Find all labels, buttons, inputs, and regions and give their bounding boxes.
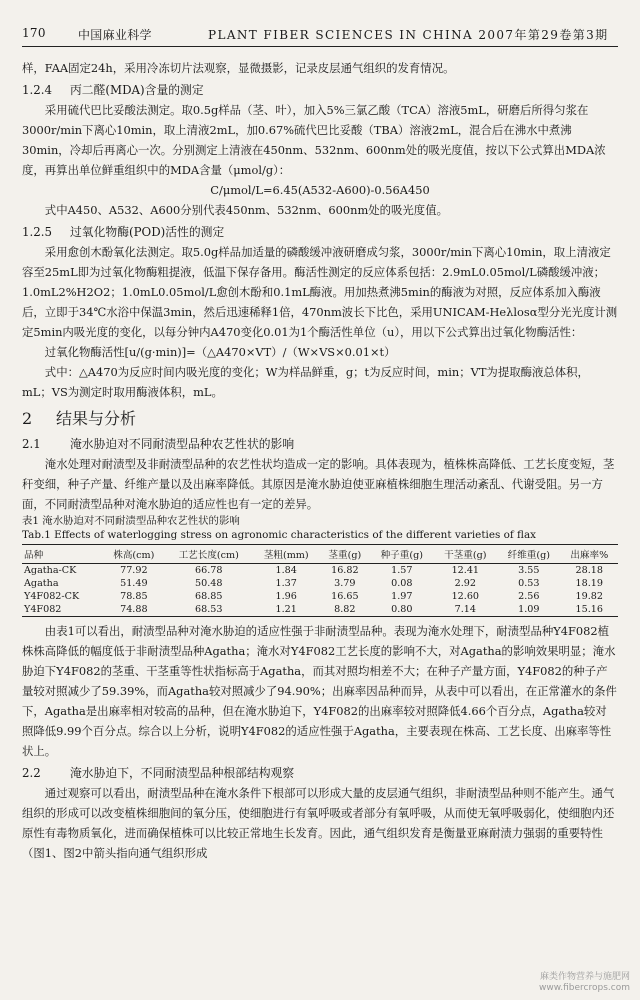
table-row (22, 577, 618, 590)
table-caption-cn: 表1 淹水胁迫对不同耐渍型品种农艺性状的影响 (22, 515, 240, 527)
table-row (22, 590, 618, 603)
table-cell: 16.65 (331, 591, 359, 602)
table-cell: 2.92 (454, 578, 476, 589)
table-cell: 68.85 (195, 591, 223, 602)
table-cell: 0.53 (518, 578, 540, 589)
table-cell: 78.85 (120, 591, 148, 602)
article-body (22, 58, 618, 863)
table-cell: 1.57 (391, 565, 413, 576)
section-1-2-5-paragraph: 采用愈创木酚氧化法测定。取5.0g样品加适量的磷酸缓冲液研磨成匀浆，3000r/min下离心10min，取上清液定容至25mL即为过氧化物酶粗提液，低温下保存备用。酶活性测定的反应体系包括：2.9mL0.05mol/L磷酸缓冲液；1.0mL2%H2O2；1.0mL0.05mol/L愈创木酚和0.1mL酶液。用加热煮沸5min的酶液为对照，反应体系加入酶液后，立即于34℃水浴中保温3min，然后迅速稀释1倍，470nm波长下比色，采用UNICAM-Heλlosα型分光光度计测定5min内吸光度的变化，以每分钟内A470变化0.01为1个酶活性单位（u），用以下公式算出过氧化物酶活性： (22, 245, 618, 339)
table-header-cell: 种子重(g) (370, 545, 434, 564)
table-cell: 74.88 (103, 603, 165, 617)
pod-formula: 过氧化物酶活性[u/(g·min)]=（△A470×VT）/（W×VS×0.01×t） (44, 345, 396, 359)
intro-line: 样，FAA固定24h，采用冷冻切片法观察，显微摄影，记录皮层通气组织的发育情况。 (22, 61, 455, 75)
table-caption-en: Tab.1 Effects of waterlogging stress on agronomic characteristics of the different varieties of flax (22, 529, 537, 541)
site-watermark: 麻类作物营养与施肥网 www.fibercrops.com (539, 972, 630, 993)
table-cell: 66.78 (195, 565, 223, 576)
section-2-2-heading: 2.2 淹水胁迫下，不同耐渍型品种根部结构观察 (22, 766, 295, 780)
table-cell: 16.82 (331, 565, 359, 576)
table-header-row (22, 545, 618, 564)
mda-formula: C/μmol/L=6.45(A532-A600)-0.56A450 (210, 183, 430, 197)
section-2-2-paragraph: 通过观察可以看出，耐渍型品种在淹水条件下根部可以形成大量的皮层通气组织，非耐渍型品种则不能产生。通气组织的形成可以改变植株细胞间的氧分压，使细胞进行有氧呼吸或者部分有氧呼吸，从而使无氧呼吸弱化，使细胞内还原性有毒物质氧化，进而确保植株可以比较正常地生长发育。因此，通气组织发育是衡量亚麻耐渍力强弱的重要特性（图1、图2中箭头指向通气组织形成 (22, 786, 615, 860)
table-cell: 12.41 (451, 565, 480, 576)
table-header-cell: 株高(cm) (103, 545, 165, 564)
table-cell: 50.48 (195, 578, 223, 589)
table-cell: Y4F082 (22, 603, 103, 617)
section-2-1-heading: 2.1 淹水胁迫对不同耐渍型品种农艺性状的影响 (22, 437, 295, 451)
section-1-2-4-heading: 1.2.4 丙二醛(MDA)含量的测定 (22, 83, 204, 97)
table-cell: Agatha-CK (24, 565, 77, 576)
table-header-cell: 纤维重(g) (497, 545, 561, 564)
table-row (22, 603, 618, 617)
journal-name-cn: 中国麻业科学 (78, 28, 152, 42)
section-2-1-paragraph: 淹水处理对耐渍型及非耐渍型品种的农艺性状均造成一定的影响。具体表现为，植株株高降低、工艺长度变短，茎秆变细，种子产量、纤维产量以及出麻率降低。其原因是淹水胁迫使亚麻植株细胞生理活动紊乱、代谢受阻。另一方面，不同耐渍型品种对淹水胁迫的适应性也有一定的差异。 (22, 457, 615, 511)
table-cell: 12.60 (451, 591, 480, 602)
table-cell: 3.79 (334, 578, 356, 589)
table-header-cell: 出麻率% (561, 545, 618, 564)
section-1-2-5-heading: 1.2.5 过氧化物酶(POD)活性的测定 (22, 225, 225, 239)
page-number: 170 (22, 26, 46, 40)
table-cell: 18.19 (575, 578, 604, 589)
section-1-2-4-paragraph: 采用硫代巴比妥酸法测定。取0.5g样品（茎、叶），加入5%三氯乙酸（TCA）溶液5mL，研磨后所得匀浆在3000r/min下离心10min，取上清液2mL，加0.67%硫代巴比妥酸（TBA）溶液2mL，混合后在沸水中煮沸30min，冷却后再离心一次。分别测定上清液在450nm、532nm、600nm处的吸光度值，按以下公式算出MDA浓度，再算出单位鲜重组织中的MDA含量（μmol/g）： (22, 103, 606, 177)
table-cell: 1.21 (253, 603, 320, 617)
table-cell: 1.37 (275, 578, 297, 589)
running-header (22, 20, 618, 47)
pod-formula-explanation: 式中：△A470为反应时间内吸光度的变化；W为样品鲜重，g；t为反应时间，min；VT为提取酶液总体积，mL；VS为测定时取用酶液体积，mL。 (22, 365, 589, 399)
table-cell: 3.55 (518, 565, 540, 576)
journal-name-en: PLANT FIBER SCIENCES IN CHINA 2007年第29卷第3期 (208, 28, 609, 42)
mda-formula-explanation: 式中A450、A532、A600分别代表450nm、532nm、600nm处的吸光度值。 (44, 203, 448, 217)
agronomic-traits-table (22, 544, 618, 617)
table-cell: 2.56 (518, 591, 540, 602)
table-header-cell: 品种 (22, 545, 103, 564)
table-cell: 15.16 (561, 603, 618, 617)
table-cell: 77.92 (120, 565, 148, 576)
table-header-cell: 茎粗(mm) (253, 545, 320, 564)
table-cell: Agatha (24, 578, 59, 589)
table-discussion-paragraph: 由表1可以看出，耐渍型品种对淹水胁迫的适应性强于非耐渍型品种。表现为淹水处理下，耐渍型品种Y4F082植株株高降低的幅度低于非耐渍型品种Agatha；淹水对Y4F082工艺长度的影响不大，对Agatha的影响效果明显；淹水胁迫下Y4F082的茎重、干茎重等性状指标高于Agatha，而其对照均相差不大；在种子产量方面，Y4F082的种子产量较对照减少了59.39%，而Agatha较对照减少了94.90%；出麻率因品种而异，从表中可以看出，在正常灌水的条件下，Agatha是出麻率相对较高的品种，但在淹水胁迫下，Y4F082的出麻率较对照降低4.66个百分点，Agatha较对照降低9.99个百分点。综合以上分析，说明Y4F082的适应性强于Agatha，主要表现在株高、工艺长度、出麻率等性状上。 (22, 624, 617, 758)
table-header-cell: 工艺长度(cm) (165, 545, 253, 564)
table-cell: Y4F082-CK (24, 591, 80, 602)
table-header-cell: 干茎重(g) (434, 545, 498, 564)
section-2-heading: 2 结果与分析 (22, 409, 137, 428)
table-cell: 1.09 (497, 603, 561, 617)
table-cell: 0.80 (370, 603, 434, 617)
table-cell: 28.18 (575, 565, 604, 576)
table-row (22, 564, 618, 578)
table-cell: 68.53 (165, 603, 253, 617)
table-cell: 7.14 (434, 603, 498, 617)
table-cell: 0.08 (391, 578, 413, 589)
table-cell: 1.84 (275, 565, 297, 576)
table-cell: 19.82 (575, 591, 604, 602)
table-cell: 1.96 (275, 591, 297, 602)
table-header-cell: 茎重(g) (320, 545, 370, 564)
table-cell: 8.82 (320, 603, 370, 617)
table-cell: 1.97 (391, 591, 413, 602)
table-cell: 51.49 (120, 578, 148, 589)
